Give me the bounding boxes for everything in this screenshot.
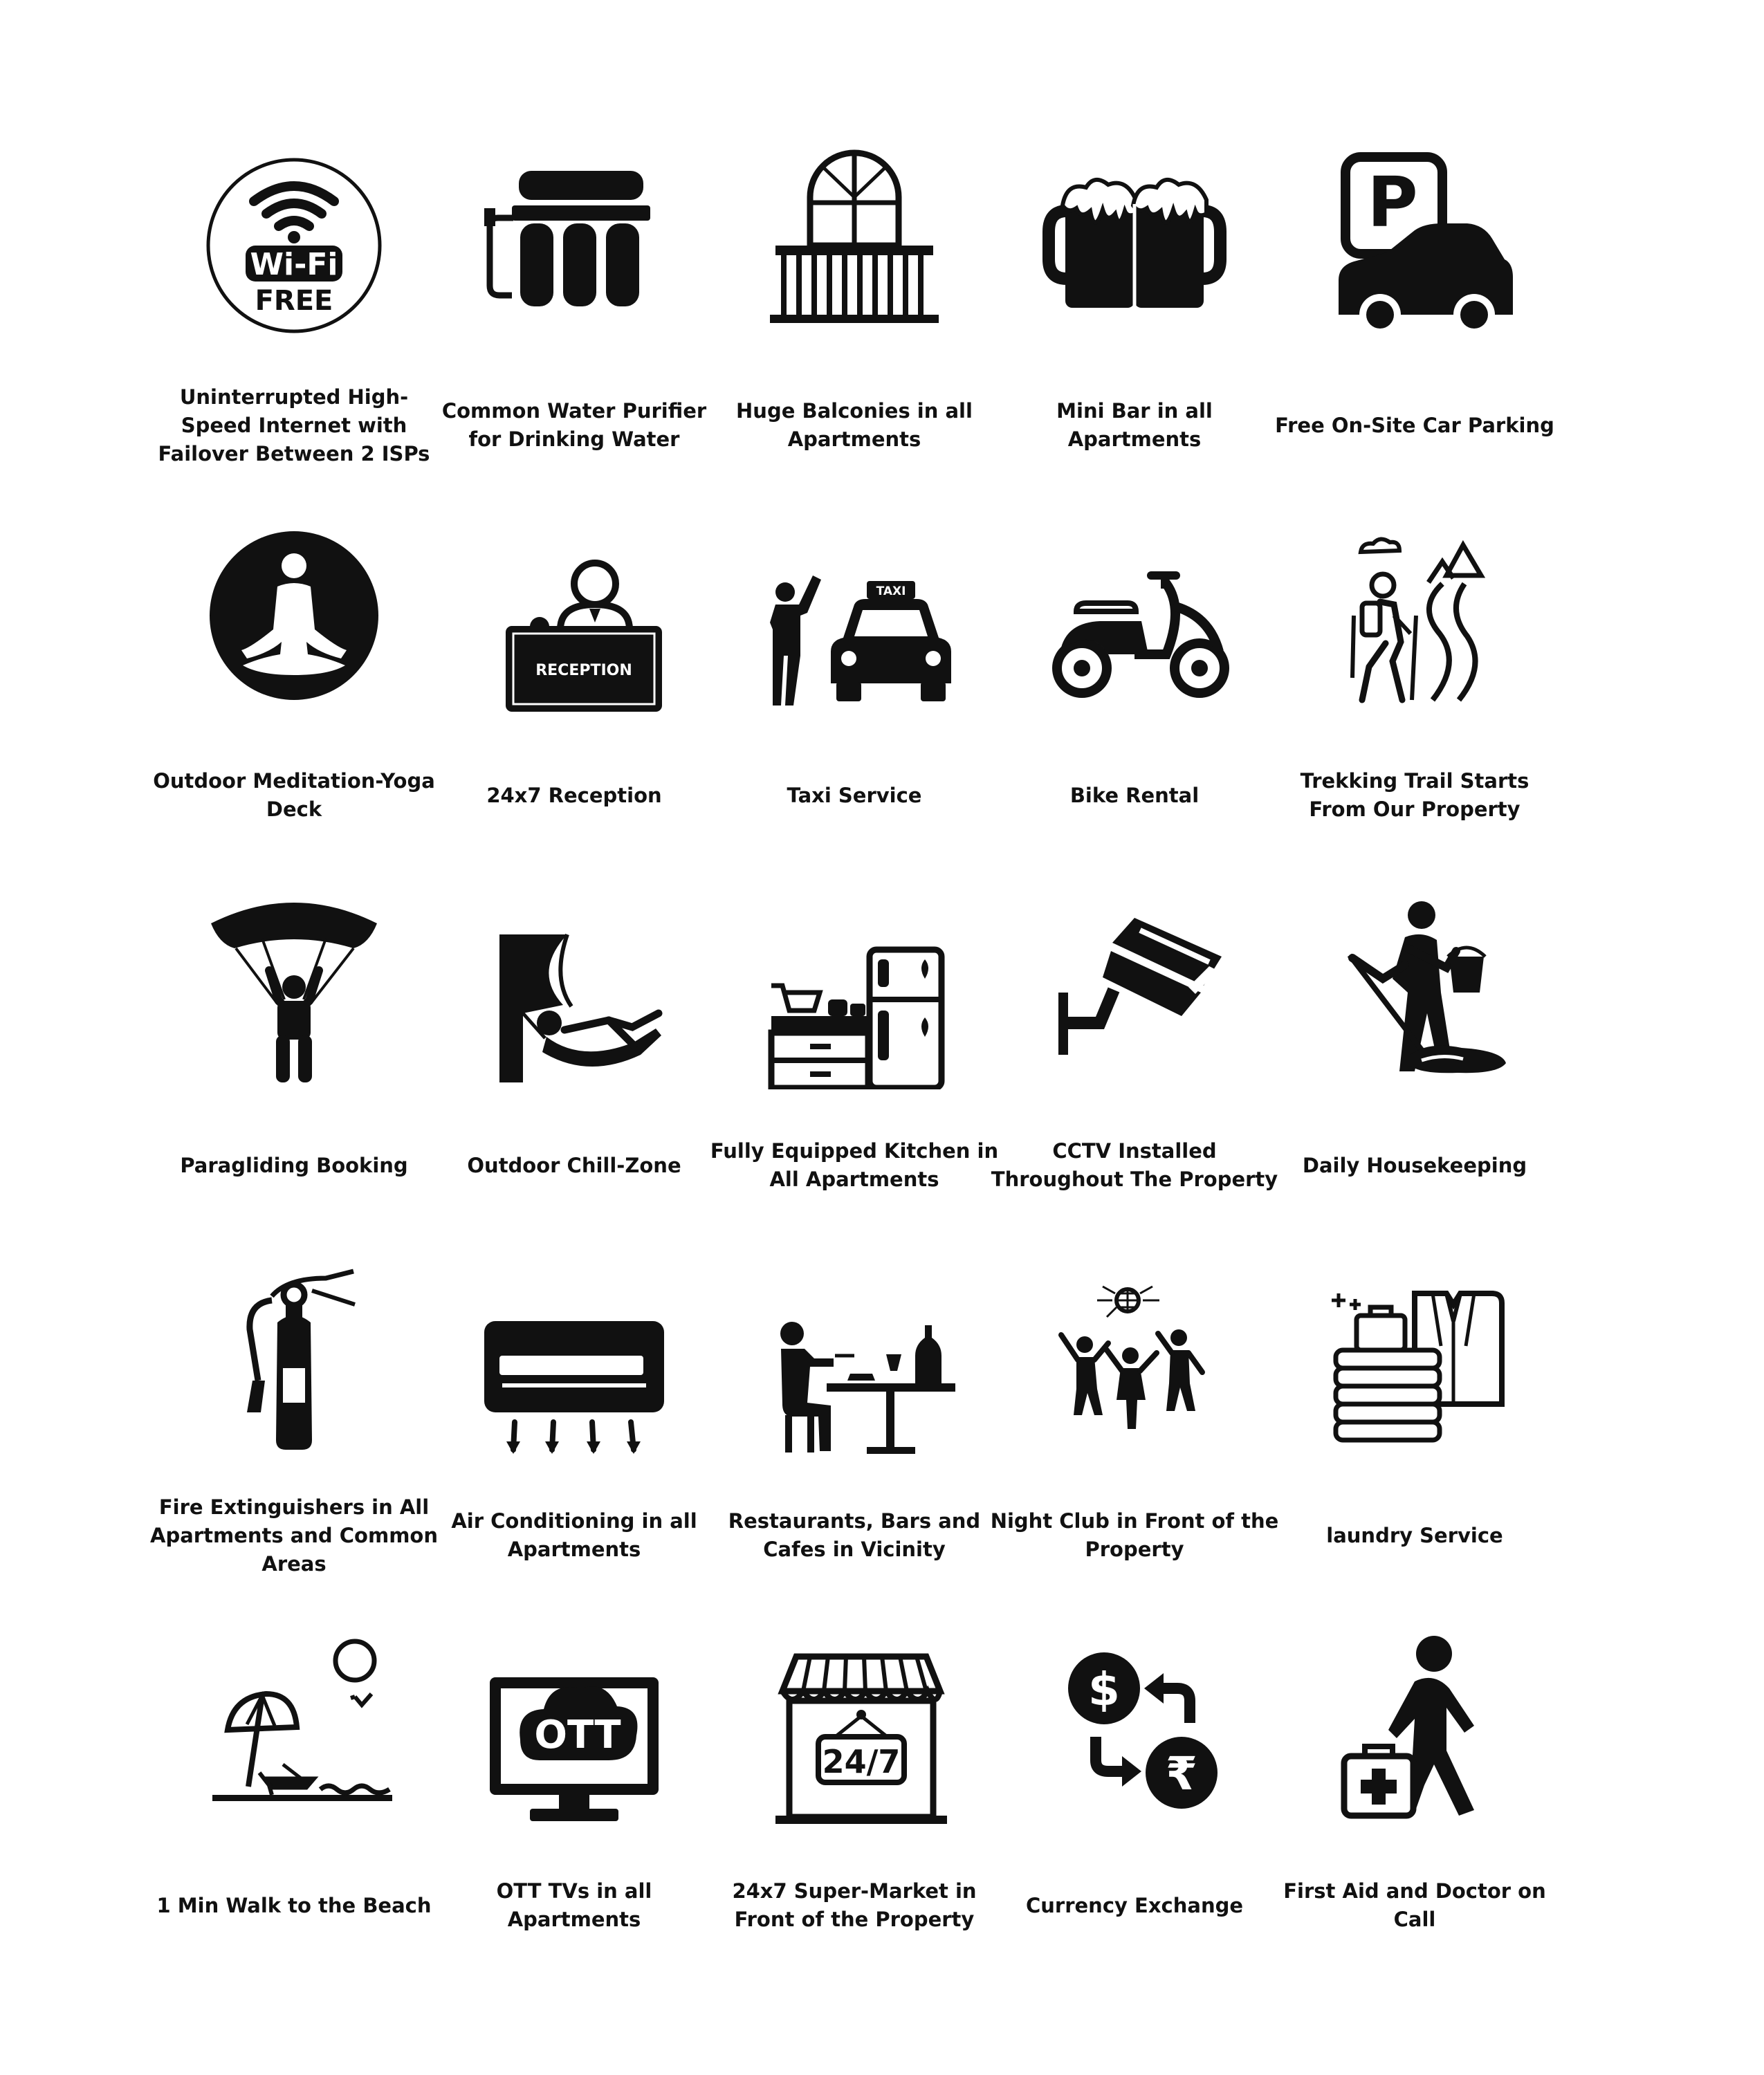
amenity-label: OTT TVs in all Apartments bbox=[496, 1879, 652, 1931]
amenity-water-purifier bbox=[436, 128, 713, 501]
amenity-label: Daily Housekeeping bbox=[1302, 1153, 1527, 1177]
amenity-paragliding bbox=[156, 868, 432, 1242]
scooter-icon bbox=[1031, 512, 1238, 719]
reception-icon-text: RECEPTION bbox=[535, 662, 632, 679]
beer-mugs-icon bbox=[1031, 142, 1238, 349]
amenity-currency-exchange bbox=[996, 1608, 1273, 1982]
amenity-label: Currency Exchange bbox=[1025, 1893, 1244, 1917]
amenity-label: First Aid and Doctor on Call bbox=[1283, 1879, 1546, 1931]
amenity-label: Bike Rental bbox=[1069, 783, 1200, 807]
car-parking-icon bbox=[1311, 142, 1518, 349]
amenity-supermarket bbox=[716, 1608, 993, 1982]
kitchen-icon bbox=[751, 882, 958, 1089]
amenity-air-conditioning bbox=[436, 1238, 713, 1612]
amenity-label: Fully Equipped Kitchen in All Apartments bbox=[710, 1139, 999, 1191]
taxi-icon bbox=[751, 512, 958, 719]
amenity-chill-zone bbox=[436, 868, 713, 1242]
amenity-fire-extinguishers bbox=[150, 1238, 438, 1612]
amenity-label: 1 Min Walk to the Beach bbox=[156, 1893, 432, 1917]
amenity-label: Mini Bar in all Apartments bbox=[1056, 399, 1213, 451]
housekeeping-icon bbox=[1311, 882, 1518, 1089]
wifi-icon-text: Wi-Fi bbox=[250, 247, 338, 282]
amenity-housekeeping bbox=[1276, 868, 1553, 1242]
amenity-laundry bbox=[1276, 1238, 1553, 1612]
hammock-icon bbox=[470, 882, 678, 1089]
amenity-label: Taxi Service bbox=[787, 783, 922, 807]
balcony-icon bbox=[751, 142, 958, 349]
amenity-kitchen bbox=[710, 868, 999, 1242]
amenity-wifi bbox=[156, 128, 432, 501]
first-aid-icon bbox=[1311, 1622, 1518, 1829]
water-purifier-icon bbox=[470, 142, 678, 349]
laundry-icon bbox=[1311, 1252, 1518, 1459]
cctv-camera-icon bbox=[1031, 882, 1238, 1089]
supermarket-icon-text: 24/7 bbox=[822, 1743, 901, 1780]
amenity-restaurants bbox=[716, 1238, 993, 1612]
amenity-label: Outdoor Meditation-Yoga Deck bbox=[153, 769, 435, 821]
amenity-taxi bbox=[716, 498, 993, 872]
fire-extinguisher-icon bbox=[190, 1252, 398, 1459]
taxi-icon-text: TAXI bbox=[876, 584, 906, 598]
amenity-label: laundry Service bbox=[1326, 1523, 1503, 1547]
rupee-icon-text: ₹ bbox=[1166, 1747, 1197, 1800]
amenity-bike-rental bbox=[996, 498, 1273, 872]
amenity-label: Outdoor Chill-Zone bbox=[467, 1153, 681, 1177]
amenity-label: Free On-Site Car Parking bbox=[1275, 413, 1554, 437]
currency-exchange-icon bbox=[1031, 1622, 1238, 1829]
wifi-free-icon bbox=[190, 142, 398, 349]
amenity-label: CCTV Installed Throughout The Property bbox=[991, 1139, 1278, 1191]
amenity-label: Huge Balconies in all Apartments bbox=[736, 399, 973, 451]
amenity-night-club bbox=[990, 1238, 1279, 1612]
trekking-icon bbox=[1311, 512, 1518, 719]
amenity-label: Paragliding Booking bbox=[180, 1153, 408, 1177]
ott-icon-text: OTT bbox=[534, 1713, 621, 1758]
amenity-beach bbox=[156, 1608, 432, 1982]
amenity-meditation bbox=[153, 498, 435, 872]
amenity-mini-bar bbox=[996, 128, 1273, 501]
amenity-label: Fire Extinguishers in All Apartments and Common Areas bbox=[150, 1495, 438, 1576]
amenity-ott-tv bbox=[436, 1608, 713, 1982]
reception-desk-icon bbox=[470, 512, 678, 719]
supermarket-icon bbox=[751, 1622, 958, 1829]
beach-umbrella-icon bbox=[190, 1622, 398, 1829]
amenity-label: Restaurants, Bars and Cafes in Vicinity bbox=[728, 1509, 981, 1561]
parking-icon-text: P bbox=[1367, 162, 1418, 243]
free-icon-text: FREE bbox=[255, 285, 333, 317]
amenity-label: Common Water Purifier for Drinking Water bbox=[441, 399, 707, 451]
amenity-trekking bbox=[1276, 498, 1553, 872]
amenity-first-aid bbox=[1276, 1608, 1553, 1982]
amenity-label: 24x7 Super-Market in Front of the Property bbox=[732, 1879, 977, 1931]
amenity-reception bbox=[436, 498, 713, 872]
amenity-label: Uninterrupted High-Speed Internet with Failover Between 2 ISPs bbox=[158, 385, 430, 465]
restaurant-icon bbox=[751, 1252, 958, 1459]
dollar-icon-text: $ bbox=[1088, 1663, 1120, 1716]
paraglider-icon bbox=[190, 882, 398, 1089]
amenity-balcony bbox=[716, 128, 993, 501]
ott-tv-icon bbox=[470, 1622, 678, 1829]
amenity-label: Trekking Trail Starts From Our Property bbox=[1300, 769, 1529, 821]
amenity-parking bbox=[1276, 128, 1553, 501]
amenity-label: 24x7 Reception bbox=[486, 783, 662, 807]
amenity-label: Night Club in Front of the Property bbox=[990, 1509, 1279, 1561]
night-club-icon bbox=[1031, 1252, 1238, 1459]
meditation-icon bbox=[190, 512, 398, 719]
amenity-label: Air Conditioning in all Apartments bbox=[451, 1509, 697, 1561]
air-conditioner-icon bbox=[470, 1252, 678, 1459]
amenity-cctv bbox=[991, 868, 1278, 1242]
